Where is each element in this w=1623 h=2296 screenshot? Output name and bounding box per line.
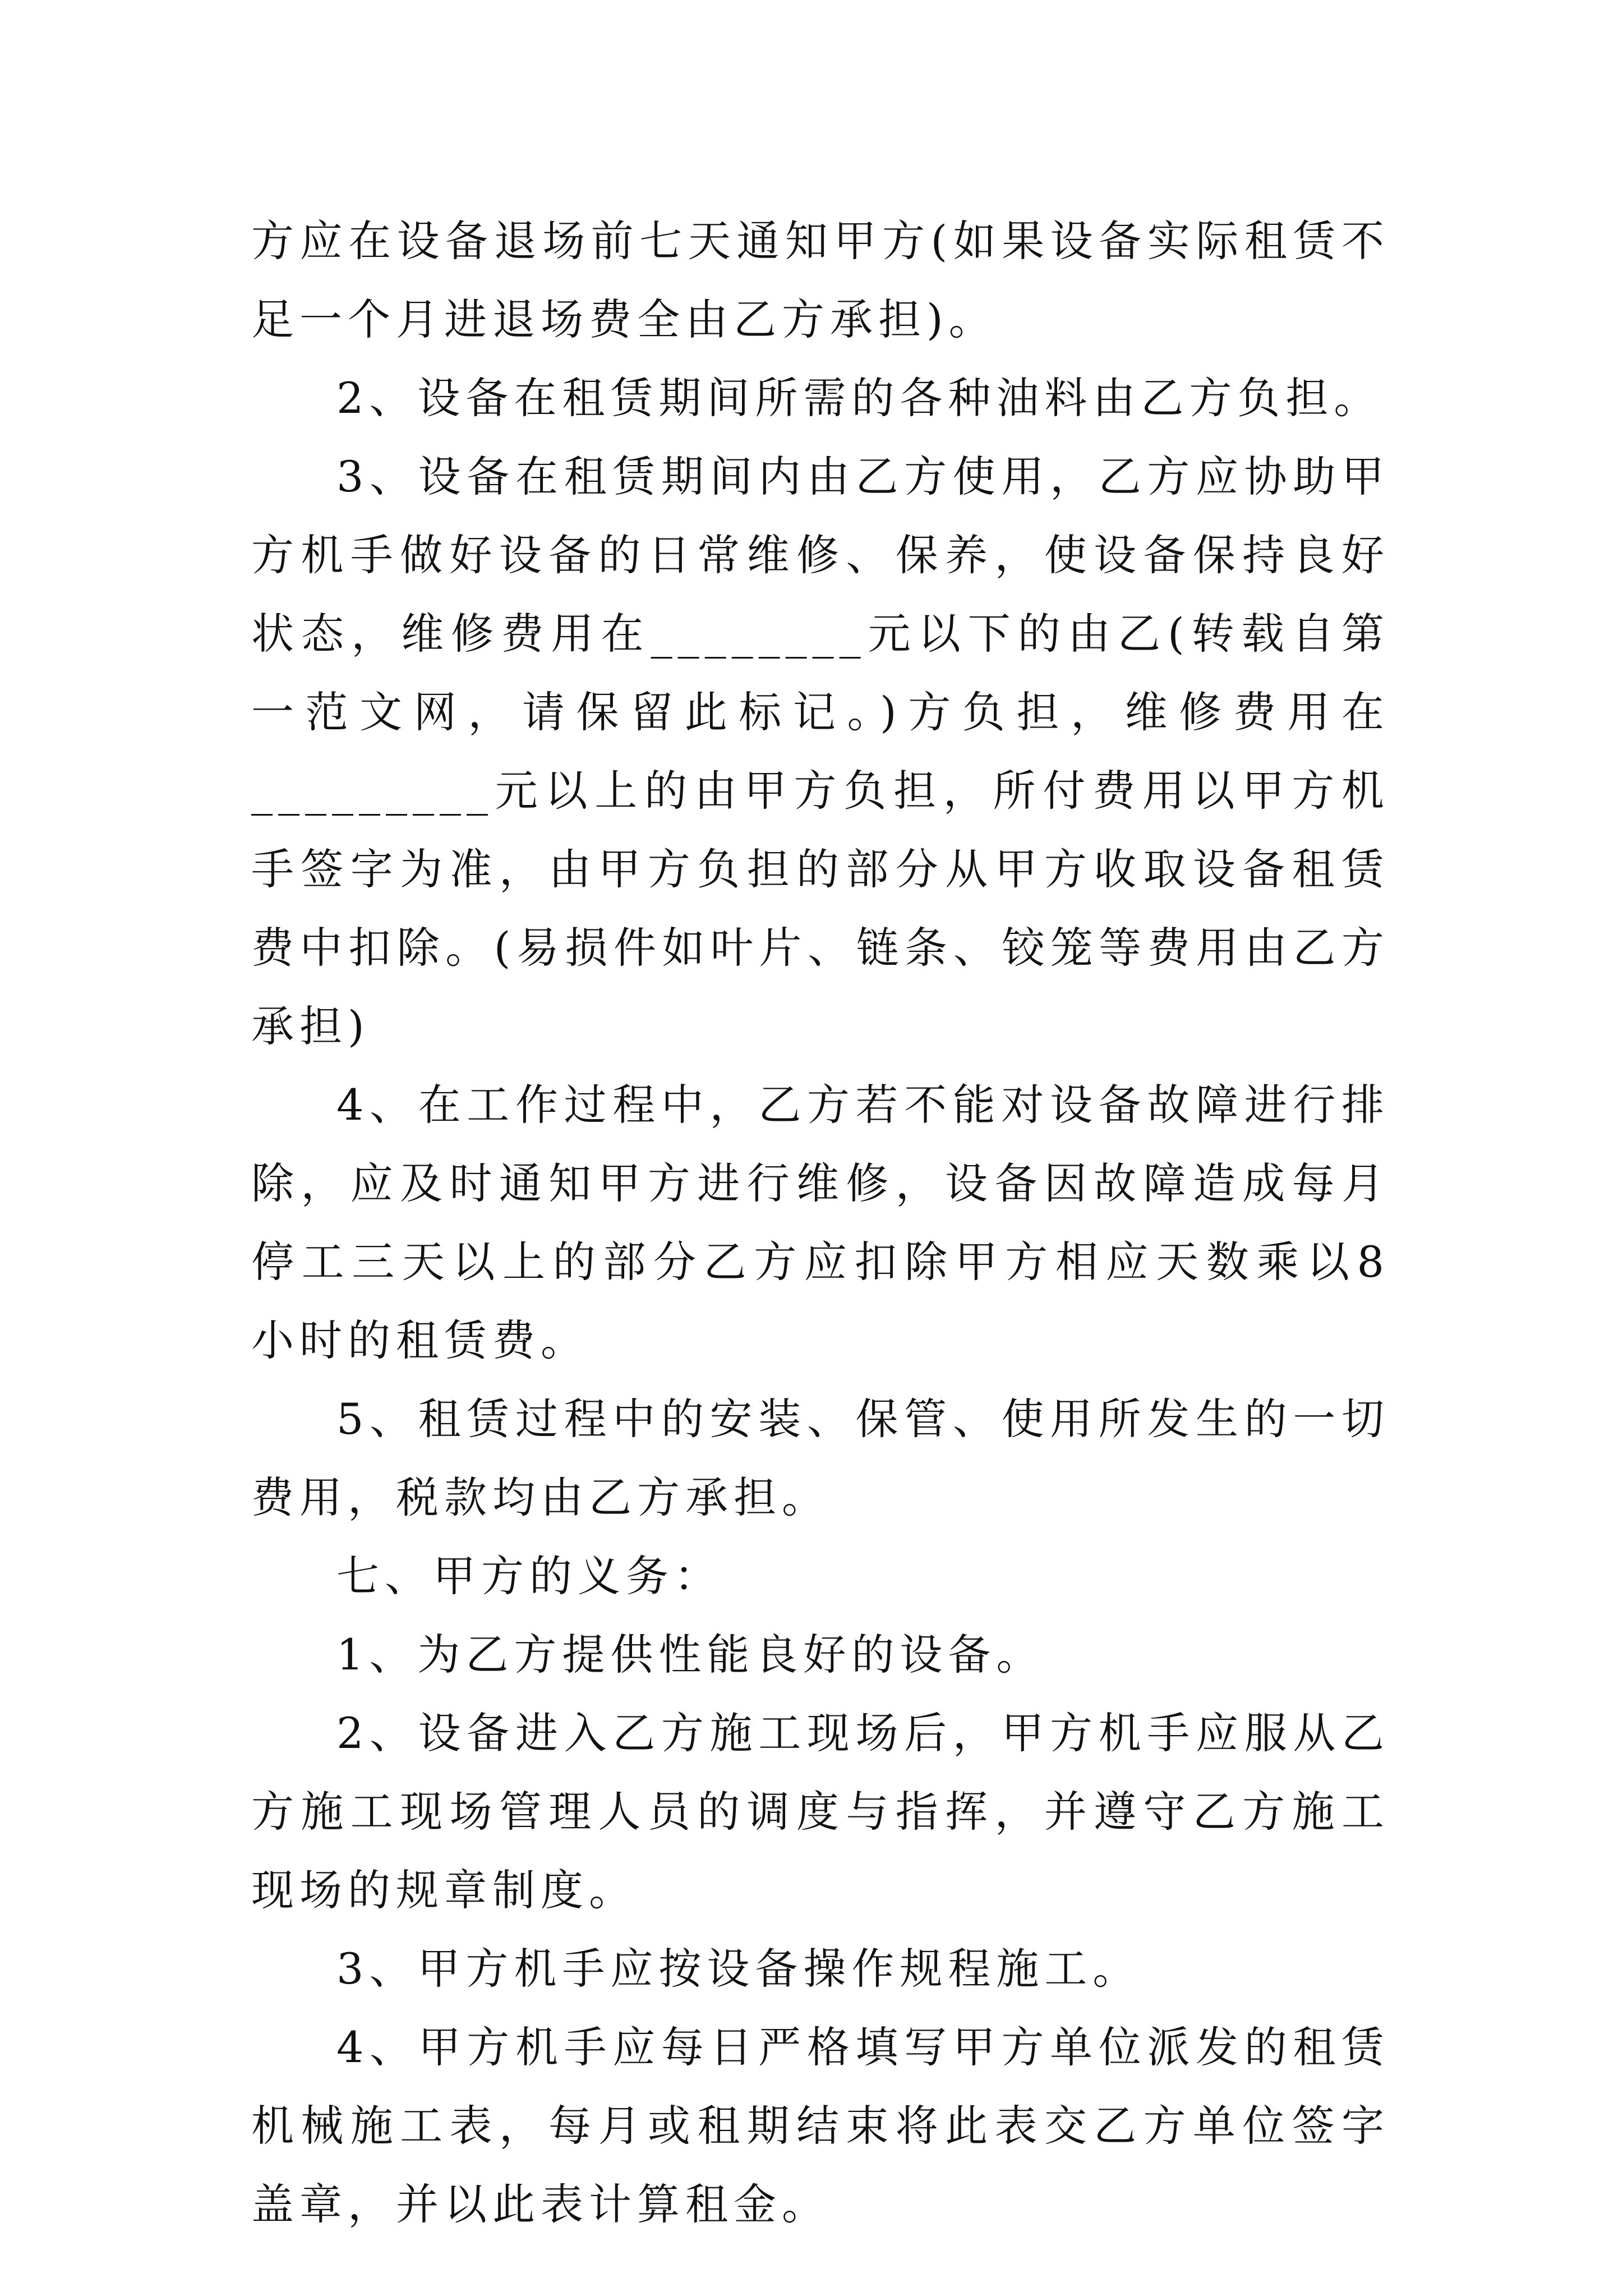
section-heading-party-a-obligations: 七、甲方的义务： <box>336 1551 722 1601</box>
paragraph-clause-2: 2、设备在租赁期间所需的各种油料由乙方负担。 <box>336 373 1382 423</box>
paragraph-clause-3: 3、设备在租赁期间内由乙方使用，乙方应协助甲方机手做好设备的日常维修、保养，使设备保持良好状态，维修费用在________元以下的由乙(转载自第一范文网，请保留此标记。)方负担，维修费用在_________元以上的由甲方负担，所付费用以甲方机手签字为准，由甲方负担的部分从甲方收取设备租赁费中扣除。(易损件如叶片、链条、铰笼等费用由乙方承担) <box>251 452 1390 1051</box>
paragraph-clause-5: 5、租赁过程中的安装、保管、使用所发生的一切费用，税款均由乙方承担。 <box>251 1394 1390 1522</box>
paragraph-clause-4: 4、在工作过程中，乙方若不能对设备故障进行排除，应及时通知甲方进行维修，设备因故障造成每月停工三天以上的部分乙方应扣除甲方相应天数乘以8小时的租赁费。 <box>251 1080 1390 1365</box>
paragraph-obligation-2: 2、设备进入乙方施工现场后，甲方机手应服从乙方施工现场管理人员的调度与指挥，并遵守乙方施工现场的规章制度。 <box>251 1708 1390 1915</box>
document-body <box>251 202 1390 2244</box>
paragraph-obligation-3: 3、甲方机手应按设备操作规程施工。 <box>336 1944 1141 1994</box>
paragraph-continuation: 方应在设备退场前七天通知甲方(如果设备实际租赁不足一个月进退场费全由乙方承担)。 <box>251 216 1390 344</box>
paragraph-obligation-1: 1、为乙方提供性能良好的设备。 <box>336 1630 1045 1680</box>
paragraph-obligation-4: 4、甲方机手应每日严格填写甲方单位派发的租赁机械施工表，每月或租期结束将此表交乙方单位签字盖章，并以此表计算租金。 <box>251 2022 1390 2229</box>
